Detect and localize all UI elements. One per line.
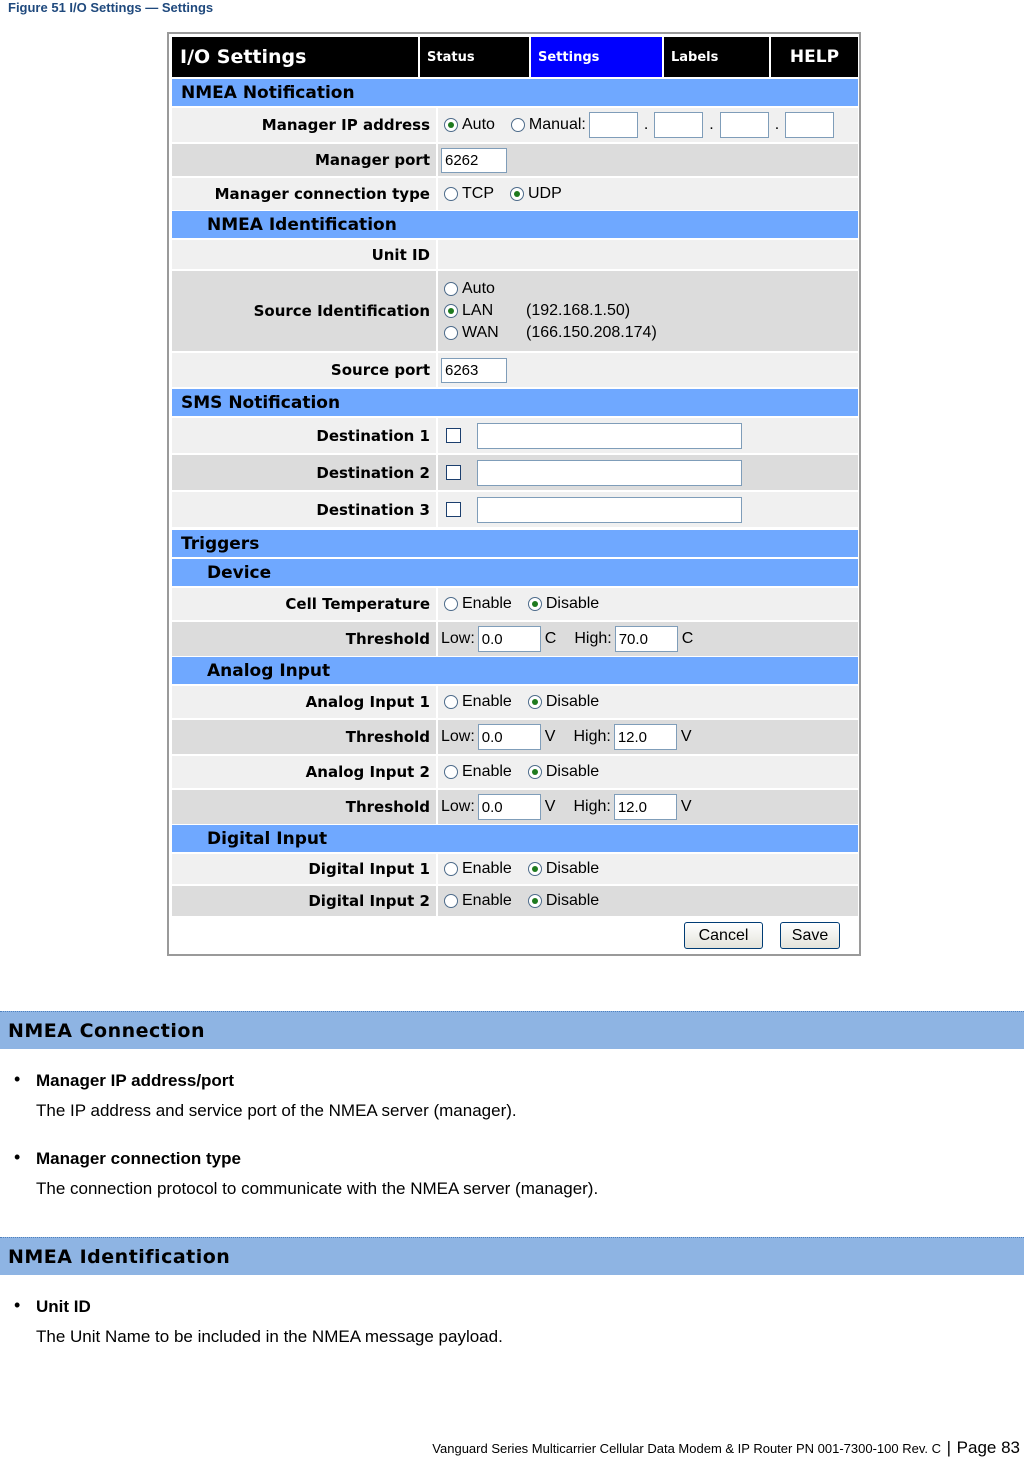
bullet-title: Manager connection type — [36, 1149, 241, 1168]
digital-input-1-label: Digital Input 1 — [172, 854, 436, 884]
destination-1-checkbox[interactable] — [446, 428, 461, 443]
cell-temperature-disable-radio[interactable] — [528, 597, 542, 611]
destination-3-label: Destination 3 — [172, 492, 436, 527]
row-digital-input-2 — [172, 886, 858, 916]
manager-ip-auto-label: Auto — [462, 116, 495, 133]
cell-temperature-enable-label: Enable — [462, 595, 512, 612]
digital-input-2-label: Digital Input 2 — [172, 886, 436, 916]
source-auto-label: Auto — [462, 280, 495, 297]
section-nmea-identification: NMEA Identification — [172, 211, 858, 238]
tab-help[interactable]: HELP — [771, 37, 858, 77]
analog-input-1-label: Analog Input 1 — [172, 686, 436, 718]
destination-1-label: Destination 1 — [172, 418, 436, 453]
destination-1-input[interactable] — [477, 423, 742, 449]
row-unit-id — [172, 240, 858, 269]
destination-3-input[interactable] — [477, 497, 742, 523]
page-footer — [432, 1438, 1020, 1458]
save-button[interactable]: Save — [780, 922, 840, 949]
digital-input-2-enable-label: Enable — [462, 892, 512, 909]
source-auto-radio[interactable] — [444, 282, 458, 296]
digital-input-1-enable-radio[interactable] — [444, 862, 458, 876]
cell-temperature-enable-radio[interactable] — [444, 597, 458, 611]
footer-separator: | — [946, 1438, 952, 1457]
row-analog-threshold-1 — [172, 720, 858, 754]
source-identification-label: Source Identification — [172, 271, 436, 351]
connection-udp-radio[interactable] — [510, 187, 524, 201]
manager-ip-label: Manager IP address — [172, 108, 436, 142]
section-nmea-notification: NMEA Notification — [172, 79, 858, 106]
destination-2-input[interactable] — [477, 460, 742, 486]
row-manager-ip: Manager IP address Auto Manual: . . . — [172, 108, 858, 142]
temperature-low-unit: C — [544, 630, 557, 647]
manager-ip-auto-radio[interactable] — [444, 118, 458, 132]
analog-1-low-input[interactable] — [478, 724, 541, 750]
analog-input-1-enable-label: Enable — [462, 693, 512, 710]
source-lan-label: LAN — [462, 302, 494, 319]
analog-1-high-label: High: — [573, 728, 611, 745]
tab-labels[interactable]: Labels — [664, 37, 771, 77]
analog-input-2-enable-radio[interactable] — [444, 765, 458, 779]
analog-input-2-disable-radio[interactable] — [528, 765, 542, 779]
temperature-low-label: Low: — [441, 630, 475, 647]
row-source-port — [172, 353, 858, 387]
analog-1-low-unit: V — [544, 728, 556, 745]
section-analog-input: Analog Input — [172, 657, 858, 684]
digital-input-2-enable-radio[interactable] — [444, 894, 458, 908]
row-manager-port — [172, 144, 858, 176]
connection-tcp-label: TCP — [462, 185, 494, 202]
digital-input-1-disable-radio[interactable] — [528, 862, 542, 876]
destination-2-label: Destination 2 — [172, 455, 436, 490]
analog-2-low-input[interactable] — [478, 794, 541, 820]
connection-tcp-radio[interactable] — [444, 187, 458, 201]
section-sms-notification: SMS Notification — [172, 389, 858, 416]
row-connection-type — [172, 178, 858, 210]
connection-udp-label: UDP — [528, 185, 562, 202]
row-destination-2 — [172, 455, 858, 490]
cell-temperature-label: Cell Temperature — [172, 588, 436, 620]
source-wan-radio[interactable] — [444, 326, 458, 340]
source-wan-ip: (166.150.208.174) — [526, 324, 657, 341]
row-analog-input-1 — [172, 686, 858, 718]
row-analog-threshold-2 — [172, 790, 858, 824]
heading-nmea-connection: NMEA Connection — [0, 1011, 1024, 1049]
connection-type-label: Manager connection type — [172, 178, 436, 210]
page-title: I/O Settings — [172, 37, 420, 77]
manager-ip-manual-radio[interactable] — [511, 118, 525, 132]
temperature-threshold-label: Threshold — [172, 622, 436, 656]
destination-2-checkbox[interactable] — [446, 465, 461, 480]
footer-text: Vanguard Series Multicarrier Cellular Data Modem & IP Router PN 001-7300-100 Rev. C — [432, 1441, 941, 1456]
tab-status[interactable]: Status — [420, 37, 531, 77]
io-settings-panel — [167, 32, 861, 956]
row-destination-1 — [172, 418, 858, 453]
manager-port-input[interactable] — [441, 148, 507, 173]
digital-input-2-disable-label: Disable — [545, 892, 600, 909]
source-lan-radio[interactable] — [444, 304, 458, 318]
analog-2-high-input[interactable] — [614, 794, 677, 820]
manager-port-label: Manager port — [172, 144, 436, 176]
manager-ip-octet-4[interactable] — [785, 112, 834, 138]
row-source-identification — [172, 271, 858, 351]
bullet-description: The IP address and service port of the NMEA server (manager). — [36, 1101, 517, 1120]
cancel-button[interactable]: Cancel — [684, 922, 763, 949]
manager-ip-manual-label: Manual: — [528, 116, 586, 133]
tab-settings[interactable]: Settings — [531, 37, 664, 77]
temperature-high-label: High: — [574, 630, 612, 647]
analog-threshold-2-label: Threshold — [172, 790, 436, 824]
cell-temperature-disable-label: Disable — [545, 595, 600, 612]
analog-input-1-disable-label: Disable — [545, 693, 600, 710]
source-wan-label: WAN — [462, 324, 499, 341]
manager-ip-octet-1[interactable] — [589, 112, 638, 138]
analog-1-low-label: Low: — [441, 728, 475, 745]
bullet-description: The Unit Name to be included in the NMEA message payload. — [36, 1327, 503, 1346]
heading-nmea-identification: NMEA Identification — [0, 1237, 1024, 1275]
analog-1-high-unit: V — [680, 728, 692, 745]
temperature-high-input[interactable] — [615, 626, 678, 652]
page-number: Page 83 — [956, 1438, 1020, 1457]
source-port-label: Source port — [172, 353, 436, 387]
digital-input-1-disable-label: Disable — [545, 860, 600, 877]
row-destination-3 — [172, 492, 858, 527]
analog-threshold-1-label: Threshold — [172, 720, 436, 754]
row-cell-temperature — [172, 588, 858, 620]
digital-input-2-disable-radio[interactable] — [528, 894, 542, 908]
analog-input-2-disable-label: Disable — [545, 763, 600, 780]
tab-bar — [172, 37, 858, 77]
bullet-description: The connection protocol to communicate with the NMEA server (manager). — [36, 1179, 599, 1198]
manager-ip-octet-3[interactable] — [720, 112, 769, 138]
analog-2-high-unit: V — [680, 798, 692, 815]
row-digital-input-1 — [172, 854, 858, 884]
manager-ip-octet-2[interactable] — [654, 112, 703, 138]
temperature-low-input[interactable] — [478, 626, 541, 652]
analog-1-high-input[interactable] — [614, 724, 677, 750]
row-analog-input-2 — [172, 756, 858, 788]
bullet-title: Unit ID — [36, 1297, 91, 1316]
analog-input-1-disable-radio[interactable] — [528, 695, 542, 709]
analog-2-low-unit: V — [544, 798, 556, 815]
source-port-input[interactable] — [441, 358, 507, 383]
analog-input-2-enable-label: Enable — [462, 763, 512, 780]
destination-3-checkbox[interactable] — [446, 502, 461, 517]
unit-id-label: Unit ID — [172, 240, 436, 269]
analog-2-high-label: High: — [573, 798, 611, 815]
section-digital-input: Digital Input — [172, 825, 858, 852]
analog-input-1-enable-radio[interactable] — [444, 695, 458, 709]
section-device: Device — [172, 559, 858, 586]
row-temperature-threshold — [172, 622, 858, 656]
analog-input-2-label: Analog Input 2 — [172, 756, 436, 788]
temperature-high-unit: C — [681, 630, 694, 647]
bullet-title: Manager IP address/port — [36, 1071, 235, 1090]
figure-caption: Figure 51 I/O Settings — Settings — [8, 0, 214, 15]
analog-2-low-label: Low: — [441, 798, 475, 815]
source-lan-ip: (192.168.1.50) — [526, 302, 631, 319]
digital-input-1-enable-label: Enable — [462, 860, 512, 877]
section-triggers: Triggers — [172, 530, 858, 557]
